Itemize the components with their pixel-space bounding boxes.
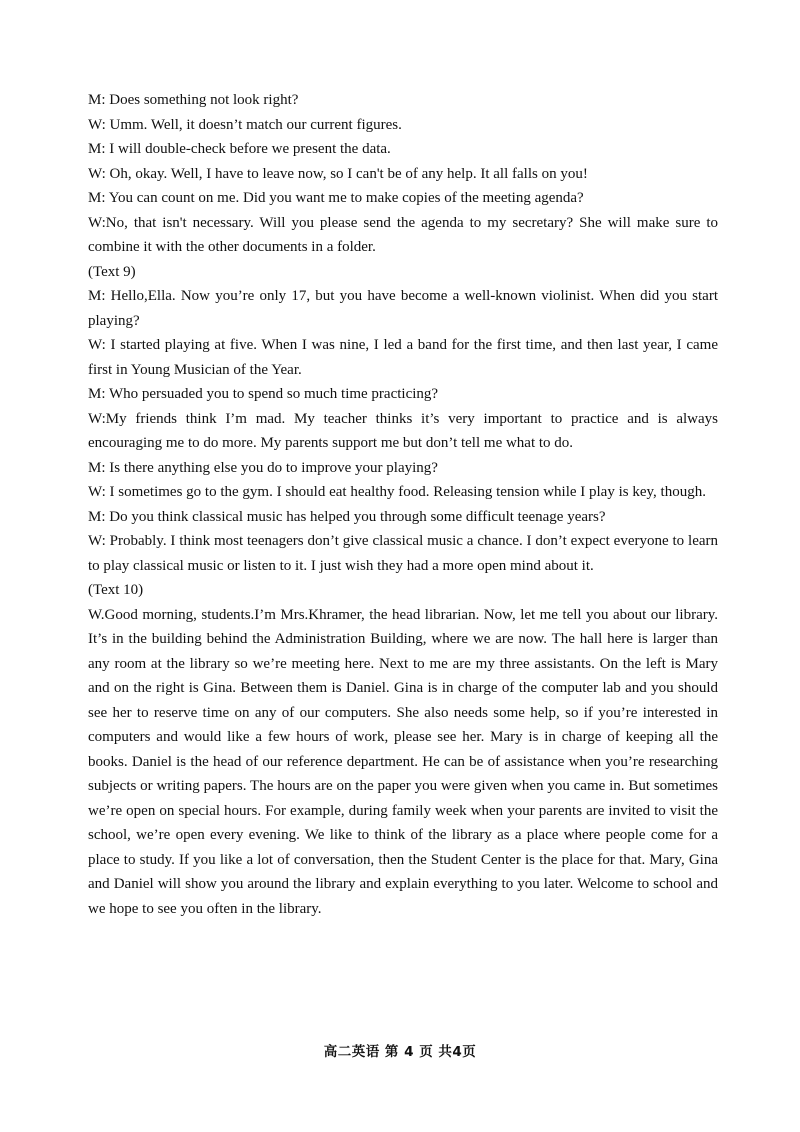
monologue-paragraph: W.Good morning, students.I’m Mrs.Khramer, the head librarian. Now, let me tell you about our library. It’s in the building behind the Administration Building, where we are now. The hall here is larger than any room at the library so we’re meeting here. Next to me are my three assistants. On the left is Mary and on the right is Gina. Between them is Daniel. Gina is in charge of the computer lab and you should see her to reserve time on any of our computers. She also needs some help, so if you’re interested in computers and would like a few hours of work, please see her. Mary is in charge of keeping all the books. Daniel is the head of our reference department. He can be of assistance when you’re researching subjects or writing papers. The hours are on the paper you were given when you came in. But sometimes we’re open on special hours. For example, during family week when your parents are invited to visit the school, we’re open every evening. We like to think of the library as a place where people come for a place to study. If you like a lot of conversation, then the Student Center is the place for that. Mary, Gina and Daniel will show you around the library and explain everything to you later. Welcome to school and we hope to see you often in the library.: [88, 606, 718, 917]
dialogue-line-9: M: Who persuaded you to spend so much time practicing?: [88, 386, 439, 402]
dialogue-line-13: M: Do you think classical music has helped you through some difficult teenage years?: [88, 508, 606, 525]
page-footer: 高二英语 第 4 页 共4页: [323, 1044, 477, 1060]
section-heading-text-10: (Text 10): [88, 582, 144, 598]
section-heading-text-9: (Text 9): [88, 263, 136, 280]
dialogue-line-5: M: You can count on me. Did you want me to make copies of the meeting agenda?: [88, 190, 584, 206]
dialogue-line-11: M: Is there anything else you do to improve your playing?: [88, 459, 438, 476]
dialogue-line-14: W: Probably. I think most teenagers don’t give classical music a chance. I don’t expect everyone to learn to play classical music or listen to it. I just wish they had a more open mind about it.: [88, 533, 718, 574]
dialogue-line-4: W: Oh, okay. Well, I have to leave now, so I can't be of any help. It all falls on you!: [88, 165, 588, 182]
dialogue-line-6: W:No, that isn't necessary. Will you please send the agenda to my secretary? She will make sure to combine it with the other documents in a folder.: [88, 214, 718, 255]
dialogue-line-7: M: Hello,Ella. Now you’re only 17, but you have become a well-known violinist. When did you start playing?: [88, 288, 718, 329]
dialogue-line-3: M: I will double-check before we present the data.: [88, 141, 391, 157]
dialogue-line-12: W: I sometimes go to the gym. I should eat healthy food. Releasing tension while I play is key, though.: [88, 484, 706, 500]
document-body: [88, 88, 718, 921]
dialogue-line-8: W: I started playing at five. When I was nine, I led a band for the first time, and then last year, I came first in Young Musician of the Year.: [88, 337, 718, 378]
dialogue-line-10: W:My friends think I’m mad. My teacher thinks it’s very important to practice and is always encouraging me to do more. My parents support me but don’t tell me what to do.: [88, 410, 718, 451]
dialogue-line-2: W: Umm. Well, it doesn’t match our current figures.: [88, 116, 402, 133]
dialogue-line-1: M: Does something not look right?: [88, 92, 299, 108]
